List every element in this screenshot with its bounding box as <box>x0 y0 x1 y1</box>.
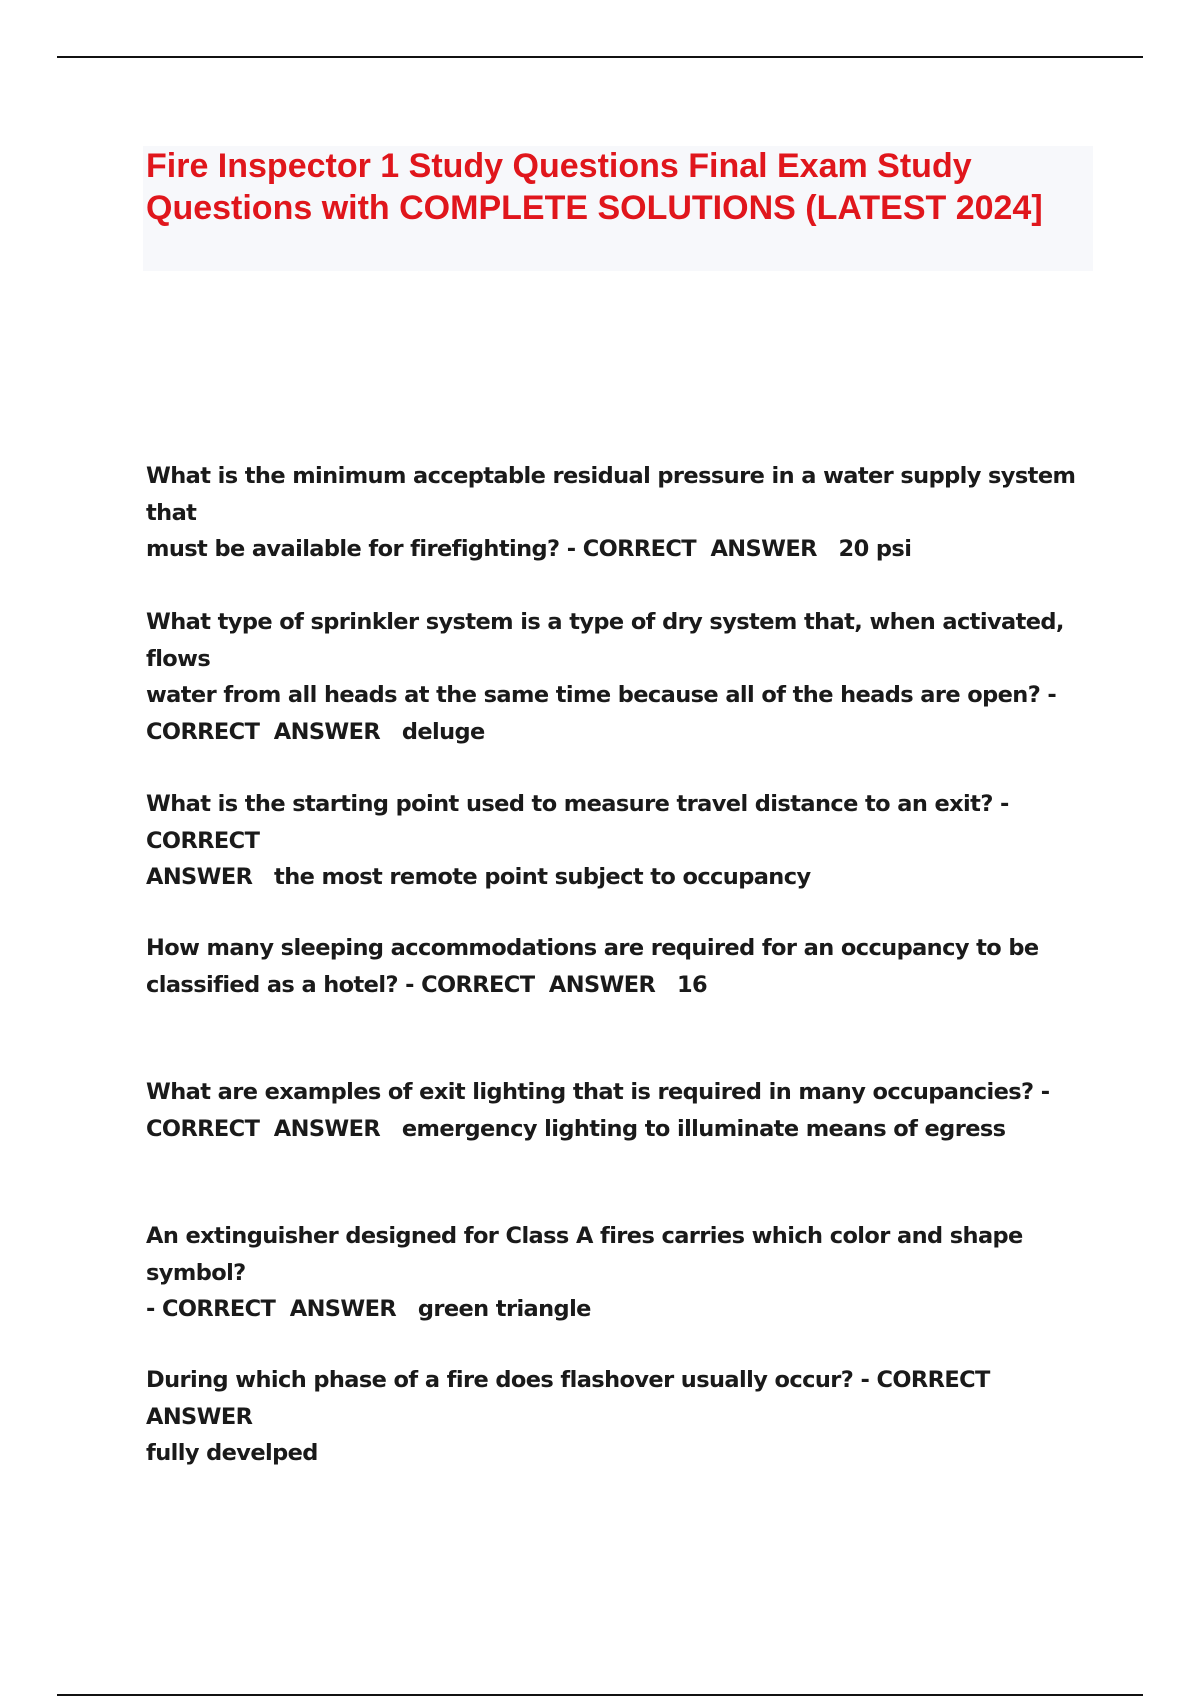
question-3-line-2: ANSWER the most remote point subject to occupancy <box>146 864 811 890</box>
question-item-5 <box>146 1074 1096 1147</box>
question-7-line-1: During which phase of a fire does flashover usually occur? - CORRECT ANSWER <box>146 1367 1005 1430</box>
question-item-7 <box>146 1362 1096 1472</box>
bottom-rule <box>57 1694 1143 1696</box>
question-6-line-2: - CORRECT ANSWER green triangle <box>146 1296 591 1322</box>
question-item-4 <box>146 930 1096 1003</box>
question-1-line-1: What is the minimum acceptable residual pressure in a water supply system that <box>146 463 1083 526</box>
question-3-line-1: What is the starting point used to measure travel distance to an exit? - CORRECT <box>146 791 1016 854</box>
document-title: Fire Inspector 1 Study Questions Final Exam Study Questions with COMPLETE SOLUTIONS (LATEST 2024] <box>146 147 1043 227</box>
question-item-6 <box>146 1218 1096 1328</box>
question-5-line-2: CORRECT ANSWER emergency lighting to illuminate means of egress <box>146 1115 1006 1142</box>
question-2-line-3: CORRECT ANSWER deluge <box>146 718 485 745</box>
question-7-line-2: fully develped <box>146 1440 318 1466</box>
question-item-2 <box>146 604 1096 750</box>
question-5-line-1: What are examples of exit lighting that is required in many occupancies? - <box>146 1079 1050 1105</box>
question-4-line-1: How many sleeping accommodations are required for an occupancy to be <box>146 935 1039 961</box>
question-2-line-2: water from all heads at the same time because all of the heads are open? - <box>146 682 1057 708</box>
question-1-line-2: must be available for firefighting? - CORRECT ANSWER 20 psi <box>146 536 912 562</box>
top-rule <box>57 56 1143 58</box>
question-item-1 <box>146 458 1096 568</box>
question-item-3 <box>146 786 1096 896</box>
question-2-line-1: What type of sprinkler system is a type of dry system that, when activated, flows <box>146 609 1072 672</box>
question-4-line-2: classified as a hotel? - CORRECT ANSWER 16 <box>146 971 708 998</box>
question-6-line-1: An extinguisher designed for Class A fires carries which color and shape symbol? <box>146 1223 1030 1286</box>
